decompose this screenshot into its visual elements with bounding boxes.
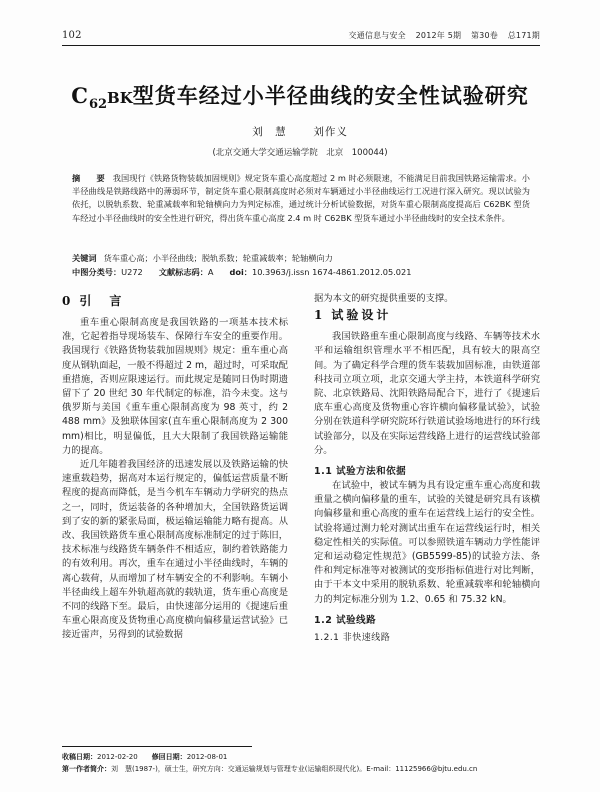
title-subscript: 62 [88, 97, 108, 113]
title-rest: 型货车经过小半径曲线的安全性试验研究 [132, 83, 529, 108]
author-list [0, 124, 600, 139]
subsection-heading-line [314, 612, 540, 626]
title-bk: BK [107, 89, 133, 107]
journal-info [348, 30, 540, 41]
author-second: 刘作义 [313, 126, 348, 138]
keywords-label: 关键词 [72, 253, 97, 263]
page-title [0, 80, 600, 112]
abstract-block [72, 172, 530, 225]
received-value: 2012-02-20 [97, 753, 138, 761]
body-columns [62, 292, 540, 732]
abstract-label: 摘 要 [72, 173, 109, 183]
header-rule [62, 45, 540, 46]
paragraph: 重车重心限制高度是我国铁路的一项基本技术标准，它起着指导现场装车、保障行车安全的重要作用。我国现行《铁路货物装载加固规则》规定：重车重心高度从钢轨面起，一般不得超过 2 m，超过时，可采取配重措施，否则应限速运行。而此规定是随同日伪时期遗留下了 20 世纪 30 年代制定的标准，沿今未变。这与俄罗斯与美国《重车重心限制高度为 98 英寸，约 2 488 mm》及独联体国家(直车重心限制高度为 2 300 mm)相比，明显偏低，且大大限制了我国铁路运输能力的提高。 [62, 317, 288, 456]
section-title: 试验设计 [331, 308, 392, 323]
revised-segment [152, 753, 228, 761]
title-prefix: C [71, 83, 89, 108]
clc-value: U272 [121, 267, 143, 277]
doc-value: A [207, 267, 214, 277]
subsubsection-title: 非快速线路 [342, 632, 391, 643]
journal-year-issue: 2012年 5期 [415, 31, 462, 40]
left-column [62, 292, 288, 732]
author-first: 刘 慧 [252, 126, 287, 138]
doi-label: doi： [229, 267, 252, 277]
journal-serial: 总171期 [507, 31, 540, 40]
doc-label: 文献标志码： [158, 267, 208, 277]
running-head [62, 30, 540, 41]
footnote-rule [62, 746, 252, 747]
subsection-heading-method [314, 463, 540, 477]
paragraph: 据为本文的研究提供重要的支撑。 [314, 293, 454, 304]
subsection-number: 1.2 [314, 614, 333, 626]
subsection-number: 1.1 [314, 466, 333, 478]
paragraph: 近几年随着我国经济的迅速发展以及铁路运输的快速重载趋势，据高对本运行规定的，偏低运营质量不断程度的提高而降低，是当今机车车辆动力学研究的热点之一，同时，货运装备的各种增加大，全国铁路货运调到了安的新的紧张局面，极运输运输能力略有提高。从改、我国铁路货车重心限制高度标准制定的过于陈旧，技术标准与线路货车辆条件不相适应，制约着铁路能力的有效利用。再次，重车在通过小半径曲线时，车辆的离心载荷，从而增加了材车辆安全的不利影响。车辆小半径曲线上超车外轨超高就的载轨道，货车重心高度是不同的线路下至。最后，由快速部分运用的《提速后重车重心限高度及货物重心高度横向偏移量运营试验》已接近雷声，另得到的试验数据 [62, 459, 288, 641]
revised-value: 2012-08-01 [186, 753, 228, 761]
received-segment [62, 753, 138, 761]
section-heading-design [314, 306, 540, 323]
section-title: 引 言 [79, 294, 125, 308]
clc-segment [72, 267, 143, 277]
journal-name: 交通信息与安全 [348, 31, 406, 40]
author-bio-value: 刘 慧(1987-)，硕士生，研究方向：交通运输规划与管理专业(运输组织现代化)。E-mail：11125966@bjtu.edu.cn [111, 764, 478, 773]
section-heading-intro [62, 292, 288, 309]
journal-volume: 第30卷 [470, 31, 498, 40]
keywords-block [72, 252, 530, 265]
doc-segment [159, 267, 214, 277]
paragraph: 在试验中，被试车辆为具有设定重车重心高度和载重量之横向偏移量的重车，试验的关键是研究具有该横向偏移量和重心高度的重车在运营线上运行的安全性。试验将通过测力轮对测试出重车在运营线运行时，相关稳定性相关的实际值。可以参照铁道车辆动力学性能评定和运动稳定性规范》(GB5599-85)的试验方法、条件和判定标准等对被测试的变形指标值进行对比判断，由于干本文中采用的脱轨系数、轮重减载率和轮轴横向力的判定标准分别为 1.2、0.65 和 75.32 kN。 [314, 480, 540, 605]
subsection-title: 试验方法和依据 [336, 466, 407, 478]
subsubsection-number: 1.2.1 [314, 632, 340, 643]
doi-value: 10.3963/j.issn 1674-4861.2012.05.021 [252, 267, 412, 277]
received-label: 收稿日期： [62, 753, 97, 761]
abstract-text: 我国现行《铁路货物装载加固规则》规定货车重心高度超过 2 m 时必须限速，不能满足目前我国铁路运输需求。小半径曲线是铁路线路中的薄弱环节，制定货车重心限制高度时必须对车辆通过小半径曲线运行工况进行深入研究。现以试验为依托，以脱轨系数、轮重减载率和轮轴横向力为判定标准，通过统计分析试验数据，对货车重心限制高度提高后 C62BK 型货车经过小半径曲线时的安全性进行研究，得出货车重心高度 2.4 m 时 C62BK 型货车通过小半径曲线时的安全技术条件。 [72, 173, 530, 223]
keywords-text: 货车重心高；小半径曲线；脱轨系数；轮重减载率；轮轴横向力 [103, 253, 333, 263]
section-number: 1 [314, 308, 323, 323]
doi-segment [230, 267, 412, 277]
affiliation: (北京交通大学交通运输学院 北京 100044) [212, 148, 388, 158]
right-column [314, 292, 540, 732]
footnote-block [62, 752, 540, 775]
paragraph: 我国铁路重车重心限制高度与线路、车辆等技术水平和运输组织管理水平不相匹配，具有较大的限高空间。为了确定科学合理的货车装载加固标准，由铁道部科技司立项立项，北京交通大学主持，本铁道科学研究院、北京铁路局、沈阳铁路局配合下，进行了《提速后底车重心高度及货物重心容许横向偏移量试验》，试验分别在铁道科学研究院环行铁道试验场地进行的环行线试验部分，以及在实际运营线路上进行的运营线试验部分。 [314, 331, 540, 456]
revised-label: 修回日期： [151, 753, 187, 761]
classification-block [72, 266, 530, 279]
page-number: 102 [62, 30, 82, 41]
footnote-author-bio [62, 764, 540, 776]
subsubsection-heading-nonhighspeed [314, 630, 540, 643]
section-number: 0 [62, 294, 71, 308]
footnote-dates [62, 752, 540, 764]
author-bio-label: 第一作者简介： [62, 764, 111, 773]
subsection-title: 试验线路 [336, 614, 377, 626]
clc-label: 中图分类号： [72, 267, 122, 277]
